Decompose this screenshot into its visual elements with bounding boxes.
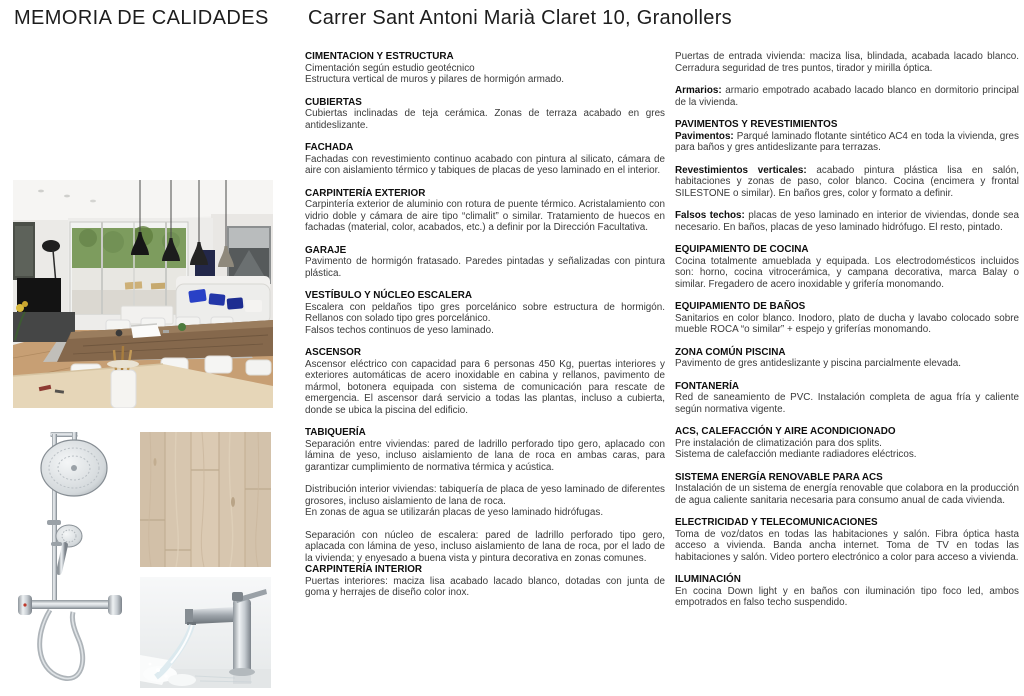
spec-section [305,427,665,564]
paragraph-lead: Pavimentos: [675,130,734,142]
spec-section [675,244,1019,290]
spec-section [675,347,1019,370]
paragraph-lead: Revestimientos verticales: [675,164,807,176]
paragraph-text: Distribución interior viviendas: tabiquería de placa de yeso laminado de diferentes grosores, incluso aislamiento de lana de roca. [305,484,665,507]
spec-section [305,188,665,234]
spec-section [305,347,665,416]
section-title: CARPINTERÍA EXTERIOR [305,187,426,199]
section-title: EQUIPAMIENTO DE COCINA [675,244,809,255]
paragraph [305,74,665,86]
paragraph-text: acabado pintura plástica lisa en salón, habitaciones y zonas de paso, color blanco. Cocina (encimera y frontal SILESTONE o similar). En baños gres, color y formato a definir. [675,164,1019,199]
paragraph [675,358,1019,370]
paragraph [305,484,665,507]
section-title: ACS, CALEFACCIÓN Y AIRE ACONDICIONADO [675,426,896,437]
specs-column-right [675,51,1019,609]
paragraph [675,529,1019,564]
paragraph-text: Pavimento de gres antideslizante y piscina parcialmente elevada. [675,358,961,369]
paragraph-text: Puertas interiores: maciza lisa acabado lacado blanco, dotadas con junta de goma y herrajes de diseño color inox. [305,575,665,598]
document-title: MEMORIA DE CALIDADES [14,7,269,29]
paragraph [305,108,665,131]
spec-section [675,51,1019,108]
faucet-render [140,577,271,688]
paragraph [305,359,665,417]
paragraph-text: armario empotrado acabado lacado blanco en dormitorio principal de la vivienda. [675,85,1019,108]
paragraph-text: Falsos techos continuos de yeso laminado. [305,324,494,336]
paragraph [305,154,665,177]
spec-section [305,245,665,280]
paragraph [305,199,665,234]
paragraph-text: Sanitarios en color blanco. Inodoro, plato de ducha y lavabo colocado sobre mueble ROCA “o similar” + espejo y griferías monomando. [675,312,1019,335]
spec-section [675,472,1019,507]
paragraph [675,51,1019,74]
paragraph-text: Estructura vertical de muros y pilares de hormigón armado. [305,74,565,85]
section-title: CARPINTERÍA INTERIOR [305,564,423,575]
paragraph [675,483,1019,506]
paragraph [305,63,665,75]
paragraph-text: Cimentación según estudio geotécnico [305,62,475,74]
paragraph [305,302,665,325]
section-title: CIMENTACION Y ESTRUCTURA [305,51,454,62]
section-title: ASCENSOR [305,347,361,358]
paragraph-text: Pre instalación de climatización para dos splits. [675,437,882,449]
paragraph [675,85,1019,108]
paragraph-text: Sistema de calefacción mediante radiadores eléctricos. [675,449,917,460]
paragraph-text: Escalera con peldaños tipo gres porcelánico sobre estructura de hormigón. Rellanos con solado tipo gres porcelánico. [305,301,665,324]
section-title: PAVIMENTOS Y REVESTIMIENTOS [675,119,838,130]
paragraph-text: Pavimento de hormigón fratasado. Paredes pintadas y señalizadas con pintura plástica. [305,256,665,279]
section-title: ILUMINACIÓN [675,574,741,585]
paragraph-lead: Armarios: [675,85,722,96]
paragraph-text: Cocina totalmente amueblada y equipada. Los electrodomésticos incluidos son: horno, cocina vitrocerámica, y campana decorativa, marca Balay o similar. Fregadero de acero inoxidable y grifería monomando. [675,255,1019,290]
wood-floor-sample [140,432,271,567]
paragraph [305,507,665,519]
section-title: ZONA COMÚN PISCINA [675,346,786,358]
section-title: ELECTRICIDAD Y TELECOMUNICACIONES [675,517,878,528]
paragraph [675,165,1019,200]
spec-section [305,97,665,132]
paragraph-text: Toma de voz/datos en todas las habitaciones y salón. Fibra óptica hasta acceso a vivienda. Banda ancha internet. Toma de TV en todas las habitaciones y salón. Video portero electrónico a color para acceso a vivienda. [675,528,1019,563]
paragraph [675,256,1019,291]
spec-section [675,574,1019,609]
paragraph [675,313,1019,336]
paragraph-text: Parqué laminado flotante sintético AC4 en toda la vivienda, gres para baños y gres antideslizante para terrazas. [675,130,1019,153]
shower-column-photo [16,424,128,690]
paragraph [305,256,665,279]
section-title: EQUIPAMIENTO DE BAÑOS [675,301,806,312]
paragraph-text: Separación con núcleo de escalera: pared de ladrillo perforado tipo gero, aplacada con lámina de yeso, incluso aislamiento de lana de roca, por el lado de la vivienda; y enyesado a buena vista y pintura decorativa en zonas comunes. [305,529,665,564]
spec-section [675,301,1019,336]
paragraph-text: Instalación de un sistema de energía renovable que colabora en la producción de agua caliente sanitaria necesaria para consumo anual de cada vivienda. [675,483,1019,506]
paragraph [675,210,1019,233]
paragraph-lead: Falsos techos: [675,210,745,221]
paragraph-text: En zonas de agua se utilizarán placas de yeso laminado hidrófugas. [305,507,604,518]
paragraph-text: Red de saneamiento de PVC. Instalación completa de agua fría y caliente según normativa vigente. [675,392,1019,415]
property-address: Carrer Sant Antoni Marià Claret 10, Granollers [308,7,732,29]
spec-section [305,290,665,336]
section-title: TABIQUERÍA [305,427,366,438]
living-room-photo [13,180,273,408]
specs-column-middle [305,51,665,599]
section-title: FONTANERÍA [675,380,739,392]
paragraph-text: Puertas de entrada vivienda: maciza lisa, blindada, acabada lacado blanco. Cerradura seguridad de tres puntos, tirador y mirilla óptica. [675,51,1019,74]
laminate-sample-render [140,432,271,567]
paragraph [675,392,1019,415]
paragraph [305,530,665,565]
spec-section [305,51,665,86]
paragraph [675,586,1019,609]
section-title: FACHADA [305,142,354,153]
paragraph [305,325,665,337]
section-title: GARAJE [305,244,347,256]
faucet-photo [140,577,271,688]
paragraph-text: Cubiertas inclinadas de teja cerámica. Zonas de terraza acabado en gres antideslizante. [305,108,665,131]
spec-section [675,517,1019,563]
paragraph-text: Fachadas con revestimiento continuo acabado con pintura al silicato, cámara de aire con aislamiento térmico y tabiques de placas de yeso laminado en el interior. [305,153,665,176]
paragraph-text: placas de yeso laminado en interior de viviendas, donde sea necesario. En baños, placas de yeso laminado hidrófugo. El resto, pintado. [675,210,1019,233]
spec-section [305,564,665,599]
spec-section [675,119,1019,233]
section-title: VESTÍBULO Y NÚCLEO ESCALERA [305,290,472,301]
shower-column-render [16,424,128,690]
living-room-render [13,180,273,408]
paragraph-text: En cocina Down light y en baños con iluminación tipo foco led, ambos empotrados en falso techo suspendido. [675,585,1019,608]
spec-section [675,426,1019,461]
paragraph [675,449,1019,461]
section-title: CUBIERTAS [305,96,362,108]
spec-section [305,142,665,177]
paragraph [675,438,1019,450]
section-title: SISTEMA ENERGÍA RENOVABLE PARA ACS [675,471,883,483]
paragraph-text: Ascensor eléctrico con capacidad para 6 personas 450 Kg, puertas interiores y exteriores automáticas de acero inoxidable en cabina y rellanos, pavimento de mármol, botonera equipada con sistema de comunicación para rescate de emergencia. El ascensor dará servicio a todas las plantas, incluso a cubierta, donde se ubica la piscina del edificio. [305,358,665,416]
paragraph-text: Carpintería exterior de aluminio con rotura de puente térmico. Acristalamiento con vidrio doble y cámara de aire tipo “climalit” o similar. Tratamiento de huecos en fachadas (material, color, acabados, etc.) a definir por la Dirección Facultativa. [305,199,665,233]
spec-section [675,381,1019,416]
paragraph [305,576,665,599]
paragraph [305,439,665,474]
paragraph [675,131,1019,154]
paragraph-text: Separación entre viviendas: pared de ladrillo perforado tipo gero, aplacado con lámina de yeso, incluso aislamiento de lana de roca en ambas caras, para garantizar cumplimiento de normativa térmica y acústica. [305,438,665,473]
